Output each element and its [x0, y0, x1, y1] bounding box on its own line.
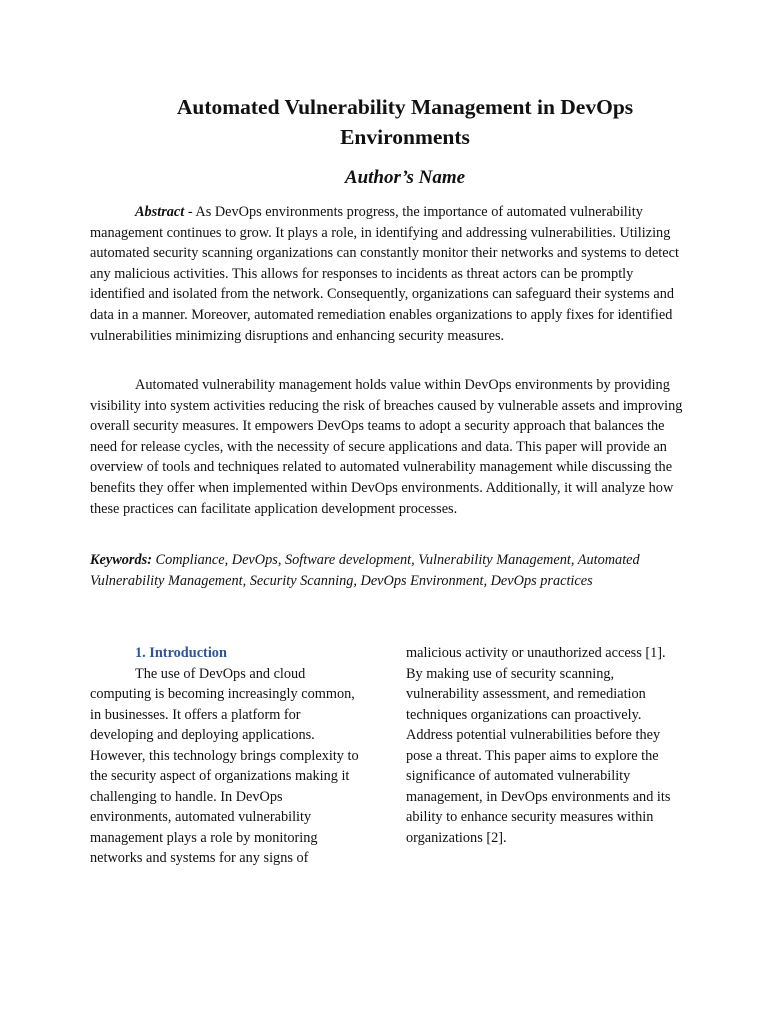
abstract-paragraph — [90, 202, 688, 346]
paper-title: Automated Vulnerability Management in DevOps Environments — [176, 95, 634, 149]
keywords-label: Keywords: — [90, 552, 152, 568]
section-heading-introduction: 1. Introduction — [135, 645, 227, 661]
author-name: Author’s Name — [344, 167, 466, 188]
abstract-separator: - — [184, 204, 196, 220]
right-column — [406, 643, 678, 848]
left-column — [90, 643, 362, 869]
keywords-text: Compliance, DevOps, Software development, Vulnerability Management, Automated Vulnerability Management, Security Scanning, DevOps Environment, DevOps practices — [90, 552, 640, 589]
abstract-text: As DevOps environments progress, the importance of automated vulnerability management continues to grow. It plays a role, in identifying and addressing vulnerabilities. Utilizing automated security scanning organizations can constantly monitor their networks and systems to detect any malicious activities. This allows for responses to incidents as threat actors can be promptly identified and isolated from the network. Consequently, organizations can safeguard their systems and data in a manner. Moreover, automated remediation enables organizations to apply fixes for identified vulnerabilities minimizing disruptions and enhancing security measures. — [90, 204, 679, 344]
abstract-label: Abstract — [135, 204, 185, 220]
intro-summary-paragraph: Automated vulnerability management holds value within DevOps environments by providing visibility into system activities reducing the risk of breaches caused by vulnerable assets and improving overall security measures. It empowers DevOps teams to adopt a security approach that balances the need for release cycles, with the necessity of secure applications and data. This paper will provide an overview of tools and techniques related to automated vulnerability management while discussing the benefits they offer when implemented within DevOps environments. Additionally, it will analyze how these practices can facilitate application development processes. — [90, 377, 683, 517]
introduction-left-text: The use of DevOps and cloud computing is becoming increasingly common, in businesses. It offers a platform for developing and deploying applications. However, this technology brings complexity to the security aspect of organizations making it challenging to handle. In DevOps environments, automated vulnerability management plays a role by monitoring networks and systems for any signs of — [90, 665, 359, 866]
introduction-right-text: malicious activity or unauthorized access [1]. By making use of security scanning, vulnerability assessment, and remediation techniques organizations can proactively. Address potential vulnerabilities before they pose a threat. This paper aims to explore the significance of automated vulnerability management, in DevOps environments and its ability to enhance security measures within organizations [2]. — [406, 645, 671, 846]
keywords-paragraph — [90, 550, 688, 591]
